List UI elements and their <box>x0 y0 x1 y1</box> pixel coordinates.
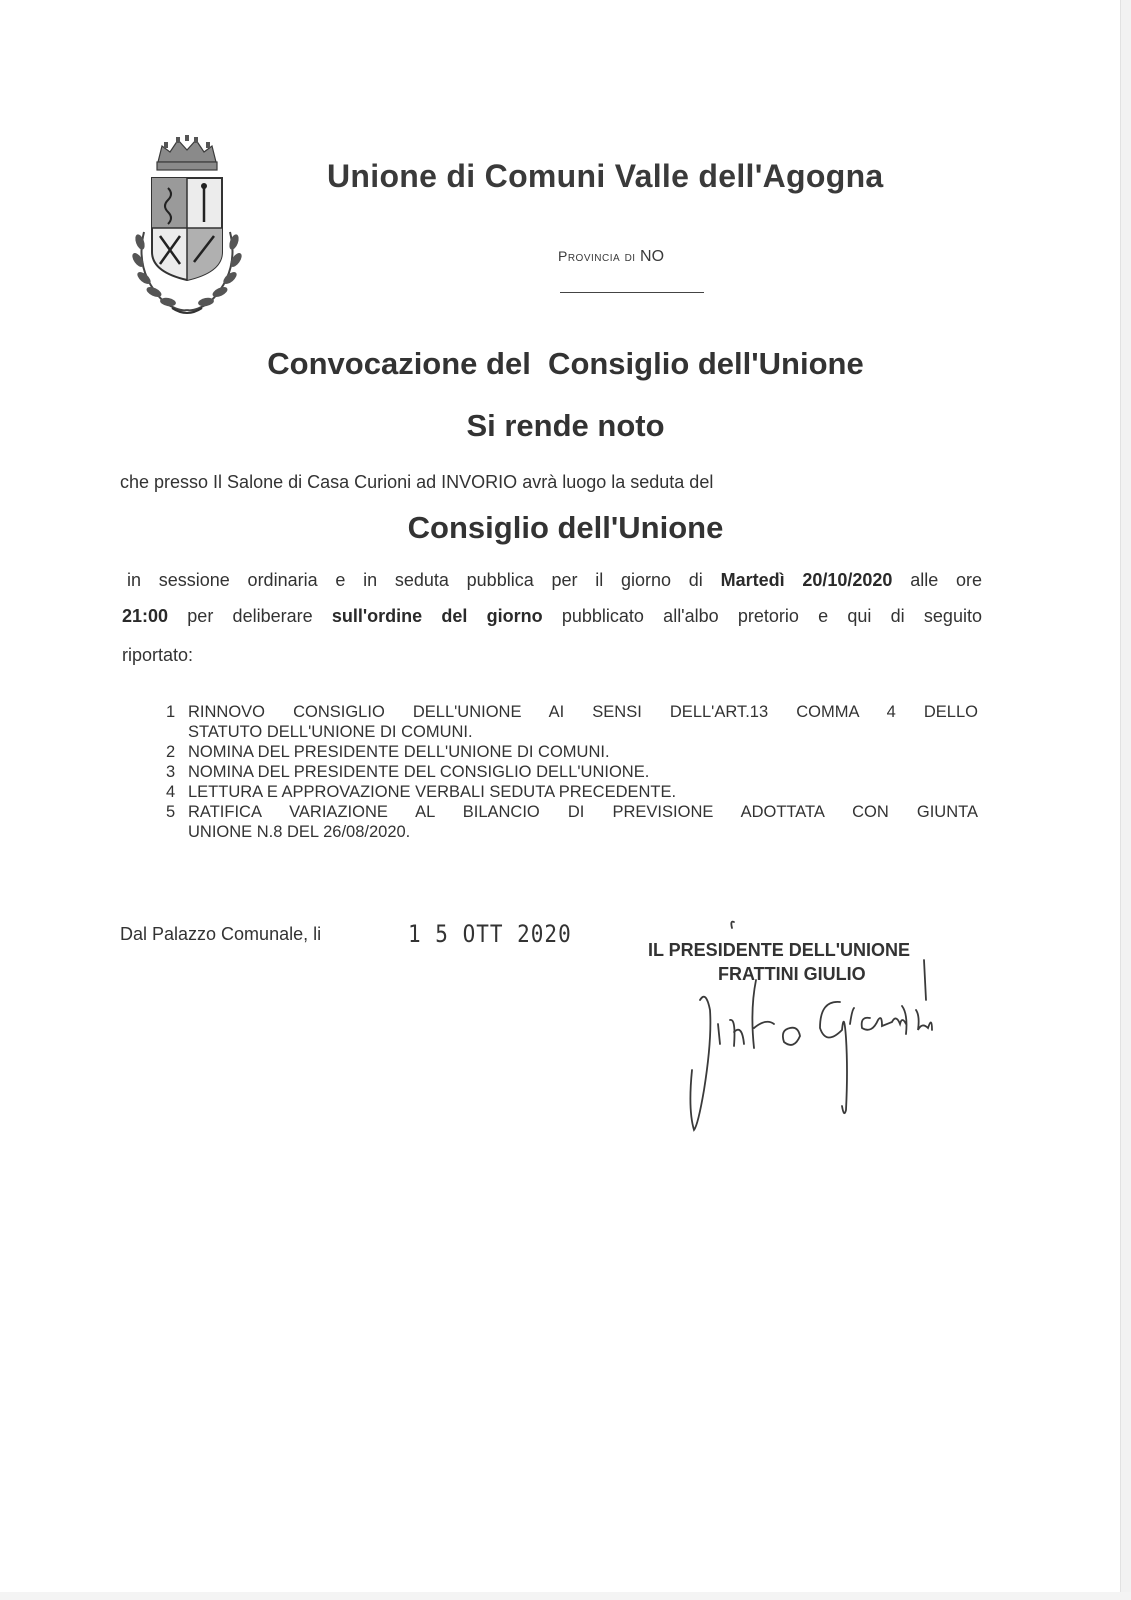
agenda-item-text <box>188 782 978 802</box>
session-date: Martedì 20/10/2020 <box>720 570 893 590</box>
agenda-reference: sull'ordine del giorno <box>331 606 543 626</box>
agenda-list <box>166 702 978 842</box>
issue-place: Dal Palazzo Comunale, li <box>120 924 322 944</box>
agenda-item-text <box>188 762 978 782</box>
agenda-item-line: STATUTO DELL'UNIONE DI COMUNI. <box>188 723 473 741</box>
agenda-item-number: 2 <box>166 743 176 761</box>
session-line-2 <box>122 606 982 627</box>
intro-paragraph: che presso Il Salone di Casa Curioni ad INVORIO avrà luogo la seduta del <box>120 472 714 492</box>
session-time: 21:00 <box>122 606 169 626</box>
session-line-1 <box>127 570 982 591</box>
agenda-item-text <box>188 742 978 762</box>
agenda-item <box>166 742 978 762</box>
organization-title: Unione di Comuni Valle dell'Agogna <box>327 158 884 194</box>
date-stamp: 1 5 OTT 2020 <box>408 920 572 948</box>
agenda-item-line: NOMINA DEL PRESIDENTE DELL'UNIONE DI COMUNI. <box>188 743 610 761</box>
agenda-item-line: UNIONE N.8 DEL 26/08/2020. <box>188 823 411 841</box>
signature-icon <box>670 920 990 1140</box>
session-line-3: riportato: <box>122 645 194 665</box>
signatory-title: IL PRESIDENTE DELL'UNIONE <box>648 940 910 960</box>
agenda-item-number: 3 <box>166 763 176 781</box>
agenda-item-number: 1 <box>166 703 176 721</box>
session-text-c: alle ore <box>910 570 982 590</box>
session-text-a: in sessione ordinaria e in seduta pubblica per il giorno <box>127 570 672 590</box>
signatory-name: FRATTINI GIULIO <box>718 964 866 984</box>
province-line <box>558 248 664 266</box>
notice-title: Convocazione del Consiglio dell'Unione <box>267 346 864 381</box>
agenda-item <box>166 802 978 842</box>
session-text-e: pubblicato all'albo pretorio e qui di seguito <box>561 606 982 626</box>
province-label: Provincia di <box>558 248 636 264</box>
agenda-item-line: NOMINA DEL PRESIDENTE DEL CONSIGLIO DELL'UNIONE. <box>188 763 650 781</box>
agenda-item <box>166 782 978 802</box>
agenda-item-line: RINNOVO CONSIGLIO DELL'UNIONE AI SENSI DELL'ART.13 COMMA 4 DELLO <box>188 703 978 721</box>
agenda-item-number: 5 <box>166 803 176 821</box>
session-text-d: per deliberare <box>187 606 313 626</box>
council-heading: Consiglio dell'Unione <box>407 510 724 545</box>
agenda-item <box>166 762 978 782</box>
province-divider <box>560 292 704 293</box>
agenda-item-line: RATIFICA VARIAZIONE AL BILANCIO DI PREVISIONE ADOTTATA CON GIUNTA <box>188 803 978 821</box>
agenda-item-text <box>188 802 978 842</box>
province-code: NO <box>640 248 665 265</box>
agenda-item-text <box>188 702 978 742</box>
scan-edge-bottom <box>0 1592 1131 1600</box>
agenda-item-number: 4 <box>166 783 176 801</box>
scan-edge-right <box>1120 0 1131 1600</box>
agenda-item-line: LETTURA E APPROVAZIONE VERBALI SEDUTA PRECEDENTE. <box>188 783 677 801</box>
session-text-b: di <box>688 570 703 590</box>
agenda-item <box>166 702 978 742</box>
coat-of-arms-icon <box>124 132 250 320</box>
announcement-heading: Si rende noto <box>466 408 665 443</box>
